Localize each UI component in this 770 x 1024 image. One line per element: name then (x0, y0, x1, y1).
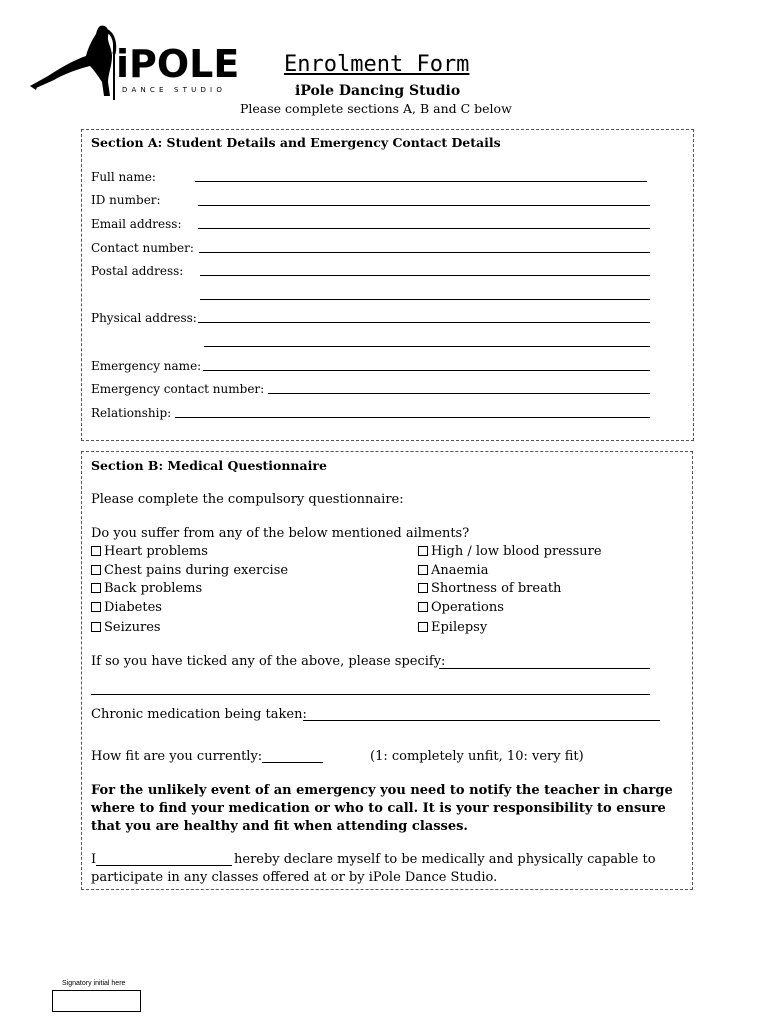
checkbox[interactable] (418, 622, 428, 632)
checkbox[interactable] (418, 602, 428, 612)
form-instructions: Please complete sections A, B and C below (240, 101, 512, 116)
ailment-epilepsy[interactable]: Epilepsy (418, 619, 487, 636)
checkbox[interactable] (418, 546, 428, 556)
contact-number-label: Contact number: (91, 241, 194, 255)
declaration-name-field[interactable] (96, 865, 232, 866)
email-field[interactable] (198, 228, 650, 229)
specify-label: If so you have ticked any of the above, please specify: (91, 654, 446, 669)
physical-address-field-1[interactable] (198, 322, 650, 323)
emergency-contact-label: Emergency contact number: (91, 382, 265, 396)
declaration-prefix: I (91, 852, 97, 867)
logo-subtitle: DANCE STUDIO (122, 86, 227, 94)
declaration-line-2: participate in any classes offered at or by iPole Dance Studio. (91, 870, 498, 885)
checkbox[interactable] (91, 622, 101, 632)
ailment-back-problems[interactable]: Back problems (91, 580, 202, 597)
questionnaire-intro: Please complete the compulsory questionnaire: (91, 492, 404, 507)
relationship-label: Relationship: (91, 406, 172, 420)
medication-field[interactable] (303, 720, 660, 721)
logo-text: iPOLE (116, 42, 240, 86)
ailment-shortness-of-breath[interactable]: Shortness of breath (418, 580, 561, 597)
studio-name: iPole Dancing Studio (295, 83, 461, 99)
specify-field[interactable] (439, 668, 650, 669)
ailment-heart-problems[interactable]: Heart problems (91, 543, 208, 560)
declaration-line-1: hereby declare myself to be medically and physically capable to (234, 852, 656, 867)
checkbox[interactable] (91, 583, 101, 593)
signatory-label: Signatory initial here (62, 980, 126, 987)
ailment-diabetes[interactable]: Diabetes (91, 599, 162, 616)
fitness-scale: (1: completely unfit, 10: very fit) (370, 749, 584, 764)
fitness-field[interactable] (262, 762, 323, 763)
emergency-notice-line-3: that you are healthy and fit when attending classes. (91, 819, 468, 834)
section-b-heading: Section B: Medical Questionnaire (91, 458, 327, 473)
ailment-seizures[interactable]: Seizures (91, 619, 161, 636)
section-b-medical (81, 451, 693, 890)
physical-address-label: Physical address: (91, 311, 197, 325)
email-label: Email address: (91, 217, 182, 231)
medication-label: Chronic medication being taken: (91, 707, 307, 722)
id-number-field[interactable] (198, 205, 650, 206)
ailment-operations[interactable]: Operations (418, 599, 504, 616)
ailment-chest-pains[interactable]: Chest pains during exercise (91, 562, 288, 579)
emergency-contact-field[interactable] (268, 393, 650, 394)
section-a-heading: Section A: Student Details and Emergency Contact Details (91, 135, 501, 150)
ailment-blood-pressure[interactable]: High / low blood pressure (418, 543, 602, 560)
signatory-initial-box[interactable] (52, 990, 141, 1012)
fitness-label: How fit are you currently: (91, 749, 263, 764)
postal-address-field-1[interactable] (200, 275, 650, 276)
emergency-name-field[interactable] (203, 370, 650, 371)
full-name-field[interactable] (195, 181, 647, 182)
specify-field-2[interactable] (91, 694, 650, 695)
relationship-field[interactable] (175, 417, 650, 418)
contact-number-field[interactable] (199, 252, 650, 253)
checkbox[interactable] (91, 602, 101, 612)
emergency-notice-line-1: For the unlikely event of an emergency you need to notify the teacher in charge (91, 783, 673, 798)
emergency-notice-line-2: where to find your medication or who to call. It is your responsibility to ensure (91, 801, 666, 816)
postal-address-label: Postal address: (91, 264, 184, 278)
section-a-student-details (81, 129, 694, 441)
ailment-anaemia[interactable]: Anaemia (418, 562, 488, 579)
emergency-name-label: Emergency name: (91, 359, 202, 373)
physical-address-field-2[interactable] (204, 346, 650, 347)
ailments-question: Do you suffer from any of the below mentioned ailments? (91, 526, 470, 541)
checkbox[interactable] (91, 565, 101, 575)
id-number-label: ID number: (91, 193, 161, 207)
checkbox[interactable] (91, 546, 101, 556)
full-name-label: Full name: (91, 170, 156, 184)
checkbox[interactable] (418, 565, 428, 575)
postal-address-field-2[interactable] (200, 299, 650, 300)
form-title: Enrolment Form (284, 52, 470, 77)
checkbox[interactable] (418, 583, 428, 593)
